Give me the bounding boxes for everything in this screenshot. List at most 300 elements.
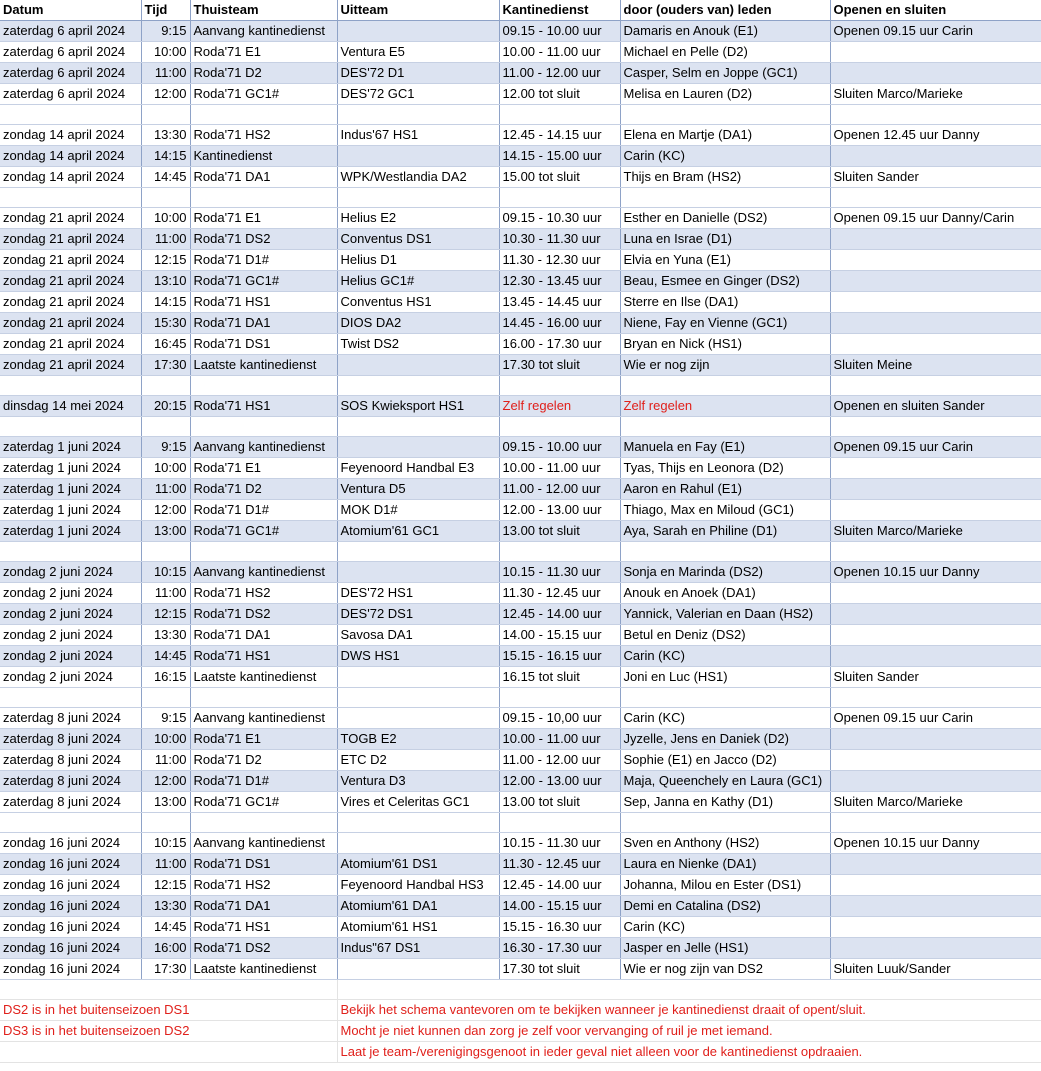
time-cell[interactable]: 12:00: [141, 84, 190, 105]
time-cell[interactable]: 10:00: [141, 458, 190, 479]
date-cell[interactable]: dinsdag 14 mei 2024: [0, 396, 141, 417]
empty-cell[interactable]: [337, 188, 499, 208]
home-team-cell[interactable]: Laatste kantinedienst: [190, 355, 337, 376]
empty-cell[interactable]: [620, 542, 830, 562]
open-close-cell[interactable]: [830, 750, 1041, 771]
open-close-cell[interactable]: [830, 917, 1041, 938]
away-team-cell[interactable]: DES'72 D1: [337, 63, 499, 84]
col-header-leden[interactable]: door (ouders van) leden: [620, 0, 830, 21]
members-cell[interactable]: Damaris en Anouk (E1): [620, 21, 830, 42]
members-cell[interactable]: Sonja en Marinda (DS2): [620, 562, 830, 583]
empty-cell[interactable]: [620, 688, 830, 708]
open-close-cell[interactable]: [830, 729, 1041, 750]
home-team-cell[interactable]: Roda'71 DS2: [190, 229, 337, 250]
col-header-uitteam[interactable]: Uitteam: [337, 0, 499, 21]
open-close-cell[interactable]: [830, 271, 1041, 292]
home-team-cell[interactable]: Roda'71 DA1: [190, 625, 337, 646]
members-cell[interactable]: Beau, Esmee en Ginger (DS2): [620, 271, 830, 292]
home-team-cell[interactable]: Roda'71 DA1: [190, 167, 337, 188]
canteen-slot-cell[interactable]: 16.15 tot sluit: [499, 667, 620, 688]
members-cell[interactable]: Esther en Danielle (DS2): [620, 208, 830, 229]
date-cell[interactable]: zondag 14 april 2024: [0, 146, 141, 167]
empty-cell[interactable]: [190, 542, 337, 562]
members-cell[interactable]: Melisa en Lauren (D2): [620, 84, 830, 105]
note-right[interactable]: Laat je team-/verenigingsgenoot in ieder geval niet alleen voor de kantinedienst opdraaien.: [337, 1042, 1041, 1063]
time-cell[interactable]: 11:00: [141, 479, 190, 500]
open-close-cell[interactable]: [830, 938, 1041, 959]
time-cell[interactable]: 10:15: [141, 833, 190, 854]
time-cell[interactable]: 11:00: [141, 63, 190, 84]
date-cell[interactable]: zaterdag 8 juni 2024: [0, 729, 141, 750]
time-cell[interactable]: 13:30: [141, 896, 190, 917]
away-team-cell[interactable]: Atomium'61 DA1: [337, 896, 499, 917]
members-cell[interactable]: Sterre en Ilse (DA1): [620, 292, 830, 313]
canteen-slot-cell[interactable]: 09.15 - 10.00 uur: [499, 437, 620, 458]
note-right[interactable]: Bekijk het schema vantevoren om te bekijken wanneer je kantinedienst draait of opent/sluit.: [337, 1000, 1041, 1021]
open-close-cell[interactable]: [830, 250, 1041, 271]
empty-cell[interactable]: [499, 542, 620, 562]
members-cell[interactable]: Luna en Israe (D1): [620, 229, 830, 250]
date-cell[interactable]: zondag 21 april 2024: [0, 250, 141, 271]
home-team-cell[interactable]: Roda'71 DS2: [190, 938, 337, 959]
empty-cell[interactable]: [0, 542, 141, 562]
open-close-cell[interactable]: Sluiten Luuk/Sander: [830, 959, 1041, 980]
canteen-slot-cell[interactable]: 13.00 tot sluit: [499, 521, 620, 542]
col-header-datum[interactable]: Datum: [0, 0, 141, 21]
date-cell[interactable]: zondag 2 juni 2024: [0, 667, 141, 688]
empty-cell[interactable]: [620, 376, 830, 396]
open-close-cell[interactable]: [830, 334, 1041, 355]
members-cell[interactable]: Jasper en Jelle (HS1): [620, 938, 830, 959]
members-cell[interactable]: Wie er nog zijn van DS2: [620, 959, 830, 980]
away-team-cell[interactable]: Helius GC1#: [337, 271, 499, 292]
canteen-slot-cell[interactable]: 11.00 - 12.00 uur: [499, 479, 620, 500]
home-team-cell[interactable]: Roda'71 GC1#: [190, 271, 337, 292]
date-cell[interactable]: zondag 2 juni 2024: [0, 604, 141, 625]
time-cell[interactable]: 17:30: [141, 959, 190, 980]
home-team-cell[interactable]: Roda'71 HS1: [190, 396, 337, 417]
empty-cell[interactable]: [190, 188, 337, 208]
home-team-cell[interactable]: Kantinedienst: [190, 146, 337, 167]
canteen-slot-cell[interactable]: 14.00 - 15.15 uur: [499, 896, 620, 917]
time-cell[interactable]: 14:15: [141, 146, 190, 167]
open-close-cell[interactable]: [830, 146, 1041, 167]
empty-cell[interactable]: [0, 688, 141, 708]
empty-cell[interactable]: [190, 813, 337, 833]
away-team-cell[interactable]: Conventus DS1: [337, 229, 499, 250]
open-close-cell[interactable]: Openen 12.45 uur Danny: [830, 125, 1041, 146]
away-team-cell[interactable]: Indus'67 HS1: [337, 125, 499, 146]
open-close-cell[interactable]: [830, 604, 1041, 625]
empty-cell[interactable]: [830, 417, 1041, 437]
open-close-cell[interactable]: [830, 896, 1041, 917]
empty-cell[interactable]: [141, 105, 190, 125]
date-cell[interactable]: zaterdag 6 april 2024: [0, 63, 141, 84]
open-close-cell[interactable]: [830, 458, 1041, 479]
empty-cell[interactable]: [141, 417, 190, 437]
members-cell[interactable]: Manuela en Fay (E1): [620, 437, 830, 458]
open-close-cell[interactable]: [830, 771, 1041, 792]
empty-cell[interactable]: [620, 417, 830, 437]
note-left[interactable]: DS2 is in het buitenseizoen DS1: [0, 1000, 337, 1021]
members-cell[interactable]: Sep, Janna en Kathy (D1): [620, 792, 830, 813]
open-close-cell[interactable]: [830, 875, 1041, 896]
members-cell[interactable]: Maja, Queenchely en Laura (GC1): [620, 771, 830, 792]
members-cell[interactable]: Niene, Fay en Vienne (GC1): [620, 313, 830, 334]
open-close-cell[interactable]: Openen 09.15 uur Danny/Carin: [830, 208, 1041, 229]
canteen-slot-cell[interactable]: 12.45 - 14.00 uur: [499, 875, 620, 896]
away-team-cell[interactable]: Atomium'61 GC1: [337, 521, 499, 542]
away-team-cell[interactable]: Conventus HS1: [337, 292, 499, 313]
away-team-cell[interactable]: TOGB E2: [337, 729, 499, 750]
canteen-slot-cell[interactable]: 10.00 - 11.00 uur: [499, 42, 620, 63]
time-cell[interactable]: 14:45: [141, 167, 190, 188]
time-cell[interactable]: 10:00: [141, 208, 190, 229]
canteen-slot-cell[interactable]: 11.00 - 12.00 uur: [499, 750, 620, 771]
home-team-cell[interactable]: Roda'71 D1#: [190, 500, 337, 521]
open-close-cell[interactable]: Sluiten Marco/Marieke: [830, 792, 1041, 813]
empty-cell[interactable]: [499, 376, 620, 396]
open-close-cell[interactable]: Openen 09.15 uur Carin: [830, 708, 1041, 729]
date-cell[interactable]: zondag 21 april 2024: [0, 229, 141, 250]
away-team-cell[interactable]: ETC D2: [337, 750, 499, 771]
canteen-slot-cell[interactable]: 10.00 - 11.00 uur: [499, 729, 620, 750]
members-cell[interactable]: Tyas, Thijs en Leonora (D2): [620, 458, 830, 479]
date-cell[interactable]: zaterdag 1 juni 2024: [0, 500, 141, 521]
empty-cell[interactable]: [0, 417, 141, 437]
away-team-cell[interactable]: Feyenoord Handbal E3: [337, 458, 499, 479]
away-team-cell[interactable]: DES'72 DS1: [337, 604, 499, 625]
empty-cell[interactable]: [830, 105, 1041, 125]
canteen-slot-cell[interactable]: 12.00 tot sluit: [499, 84, 620, 105]
date-cell[interactable]: zondag 21 april 2024: [0, 355, 141, 376]
time-cell[interactable]: 11:00: [141, 229, 190, 250]
open-close-cell[interactable]: [830, 583, 1041, 604]
canteen-slot-cell[interactable]: 09.15 - 10.00 uur: [499, 21, 620, 42]
open-close-cell[interactable]: [830, 42, 1041, 63]
away-team-cell[interactable]: WPK/Westlandia DA2: [337, 167, 499, 188]
time-cell[interactable]: 10:00: [141, 42, 190, 63]
members-cell[interactable]: Sven en Anthony (HS2): [620, 833, 830, 854]
time-cell[interactable]: 13:30: [141, 125, 190, 146]
empty-cell[interactable]: [499, 688, 620, 708]
home-team-cell[interactable]: Roda'71 DS2: [190, 604, 337, 625]
away-team-cell[interactable]: DIOS DA2: [337, 313, 499, 334]
date-cell[interactable]: zondag 16 juni 2024: [0, 854, 141, 875]
time-cell[interactable]: 14:45: [141, 646, 190, 667]
empty-cell[interactable]: [337, 688, 499, 708]
members-cell[interactable]: Sophie (E1) en Jacco (D2): [620, 750, 830, 771]
empty-cell[interactable]: [499, 188, 620, 208]
canteen-slot-cell[interactable]: 09.15 - 10.30 uur: [499, 208, 620, 229]
empty-cell[interactable]: [337, 542, 499, 562]
date-cell[interactable]: zondag 16 juni 2024: [0, 875, 141, 896]
away-team-cell[interactable]: Atomium'61 HS1: [337, 917, 499, 938]
time-cell[interactable]: 20:15: [141, 396, 190, 417]
canteen-slot-cell[interactable]: 13.00 tot sluit: [499, 792, 620, 813]
away-team-cell[interactable]: Savosa DA1: [337, 625, 499, 646]
empty-cell[interactable]: [141, 188, 190, 208]
empty-cell[interactable]: [499, 813, 620, 833]
home-team-cell[interactable]: Roda'71 GC1#: [190, 521, 337, 542]
date-cell[interactable]: zaterdag 1 juni 2024: [0, 437, 141, 458]
time-cell[interactable]: 12:00: [141, 771, 190, 792]
members-cell[interactable]: Carin (KC): [620, 646, 830, 667]
date-cell[interactable]: zaterdag 8 juni 2024: [0, 708, 141, 729]
empty-cell[interactable]: [190, 376, 337, 396]
col-header-openen-sluiten[interactable]: Openen en sluiten: [830, 0, 1041, 21]
canteen-slot-cell[interactable]: 12.00 - 13.00 uur: [499, 771, 620, 792]
date-cell[interactable]: zaterdag 6 april 2024: [0, 21, 141, 42]
canteen-slot-cell[interactable]: 12.45 - 14.15 uur: [499, 125, 620, 146]
time-cell[interactable]: 16:00: [141, 938, 190, 959]
note-right[interactable]: [337, 980, 1041, 1000]
home-team-cell[interactable]: Roda'71 DA1: [190, 313, 337, 334]
canteen-slot-cell[interactable]: 11.30 - 12.30 uur: [499, 250, 620, 271]
canteen-slot-cell[interactable]: 10.15 - 11.30 uur: [499, 833, 620, 854]
members-cell[interactable]: Zelf regelen: [620, 396, 830, 417]
open-close-cell[interactable]: [830, 63, 1041, 84]
empty-cell[interactable]: [499, 417, 620, 437]
date-cell[interactable]: zondag 21 april 2024: [0, 292, 141, 313]
date-cell[interactable]: zondag 21 april 2024: [0, 334, 141, 355]
members-cell[interactable]: Aaron en Rahul (E1): [620, 479, 830, 500]
home-team-cell[interactable]: Roda'71 HS2: [190, 125, 337, 146]
away-team-cell[interactable]: [337, 833, 499, 854]
home-team-cell[interactable]: Roda'71 GC1#: [190, 792, 337, 813]
members-cell[interactable]: Thijs en Bram (HS2): [620, 167, 830, 188]
empty-cell[interactable]: [141, 376, 190, 396]
home-team-cell[interactable]: Roda'71 E1: [190, 729, 337, 750]
members-cell[interactable]: Laura en Nienke (DA1): [620, 854, 830, 875]
members-cell[interactable]: Wie er nog zijn: [620, 355, 830, 376]
date-cell[interactable]: zaterdag 1 juni 2024: [0, 479, 141, 500]
home-team-cell[interactable]: Aanvang kantinedienst: [190, 562, 337, 583]
note-right[interactable]: Mocht je niet kunnen dan zorg je zelf voor vervanging of ruil je met iemand.: [337, 1021, 1041, 1042]
open-close-cell[interactable]: Openen en sluiten Sander: [830, 396, 1041, 417]
empty-cell[interactable]: [830, 542, 1041, 562]
home-team-cell[interactable]: Roda'71 GC1#: [190, 84, 337, 105]
away-team-cell[interactable]: [337, 708, 499, 729]
open-close-cell[interactable]: Openen 09.15 uur Carin: [830, 21, 1041, 42]
time-cell[interactable]: 11:00: [141, 854, 190, 875]
away-team-cell[interactable]: [337, 21, 499, 42]
empty-cell[interactable]: [337, 813, 499, 833]
time-cell[interactable]: 12:00: [141, 500, 190, 521]
home-team-cell[interactable]: Laatste kantinedienst: [190, 959, 337, 980]
open-close-cell[interactable]: [830, 500, 1041, 521]
empty-cell[interactable]: [830, 188, 1041, 208]
members-cell[interactable]: Jyzelle, Jens en Daniek (D2): [620, 729, 830, 750]
canteen-slot-cell[interactable]: 09.15 - 10,00 uur: [499, 708, 620, 729]
date-cell[interactable]: zaterdag 1 juni 2024: [0, 458, 141, 479]
open-close-cell[interactable]: [830, 229, 1041, 250]
members-cell[interactable]: Elena en Martje (DA1): [620, 125, 830, 146]
open-close-cell[interactable]: Sluiten Meine: [830, 355, 1041, 376]
empty-cell[interactable]: [337, 417, 499, 437]
canteen-slot-cell[interactable]: 15.15 - 16.30 uur: [499, 917, 620, 938]
time-cell[interactable]: 13:30: [141, 625, 190, 646]
members-cell[interactable]: Casper, Selm en Joppe (GC1): [620, 63, 830, 84]
time-cell[interactable]: 13:00: [141, 521, 190, 542]
empty-cell[interactable]: [141, 688, 190, 708]
canteen-slot-cell[interactable]: 17.30 tot sluit: [499, 355, 620, 376]
time-cell[interactable]: 13:10: [141, 271, 190, 292]
empty-cell[interactable]: [499, 105, 620, 125]
time-cell[interactable]: 9:15: [141, 708, 190, 729]
time-cell[interactable]: 12:15: [141, 604, 190, 625]
away-team-cell[interactable]: [337, 959, 499, 980]
canteen-slot-cell[interactable]: 14.00 - 15.15 uur: [499, 625, 620, 646]
open-close-cell[interactable]: [830, 625, 1041, 646]
canteen-slot-cell[interactable]: 15.15 - 16.15 uur: [499, 646, 620, 667]
canteen-slot-cell[interactable]: 12.00 - 13.00 uur: [499, 500, 620, 521]
home-team-cell[interactable]: Roda'71 HS1: [190, 292, 337, 313]
empty-cell[interactable]: [190, 417, 337, 437]
open-close-cell[interactable]: Openen 10.15 uur Danny: [830, 562, 1041, 583]
date-cell[interactable]: zaterdag 6 april 2024: [0, 84, 141, 105]
members-cell[interactable]: Carin (KC): [620, 917, 830, 938]
away-team-cell[interactable]: [337, 437, 499, 458]
canteen-slot-cell[interactable]: 12.45 - 14.00 uur: [499, 604, 620, 625]
away-team-cell[interactable]: Indus"67 DS1: [337, 938, 499, 959]
date-cell[interactable]: zondag 2 juni 2024: [0, 646, 141, 667]
home-team-cell[interactable]: Roda'71 DS1: [190, 334, 337, 355]
away-team-cell[interactable]: [337, 562, 499, 583]
canteen-slot-cell[interactable]: 11.30 - 12.45 uur: [499, 583, 620, 604]
away-team-cell[interactable]: Atomium'61 DS1: [337, 854, 499, 875]
away-team-cell[interactable]: Vires et Celeritas GC1: [337, 792, 499, 813]
away-team-cell[interactable]: Ventura D3: [337, 771, 499, 792]
away-team-cell[interactable]: DES'72 GC1: [337, 84, 499, 105]
date-cell[interactable]: zondag 16 juni 2024: [0, 833, 141, 854]
canteen-slot-cell[interactable]: 11.00 - 12.00 uur: [499, 63, 620, 84]
time-cell[interactable]: 11:00: [141, 583, 190, 604]
time-cell[interactable]: 16:15: [141, 667, 190, 688]
empty-cell[interactable]: [141, 542, 190, 562]
date-cell[interactable]: zondag 2 juni 2024: [0, 625, 141, 646]
col-header-thuisteam[interactable]: Thuisteam: [190, 0, 337, 21]
open-close-cell[interactable]: Sluiten Sander: [830, 167, 1041, 188]
away-team-cell[interactable]: Feyenoord Handbal HS3: [337, 875, 499, 896]
empty-cell[interactable]: [620, 813, 830, 833]
time-cell[interactable]: 11:00: [141, 750, 190, 771]
members-cell[interactable]: Thiago, Max en Miloud (GC1): [620, 500, 830, 521]
canteen-slot-cell[interactable]: Zelf regelen: [499, 396, 620, 417]
canteen-slot-cell[interactable]: 13.45 - 14.45 uur: [499, 292, 620, 313]
home-team-cell[interactable]: Aanvang kantinedienst: [190, 21, 337, 42]
members-cell[interactable]: Betul en Deniz (DS2): [620, 625, 830, 646]
date-cell[interactable]: zaterdag 6 april 2024: [0, 42, 141, 63]
date-cell[interactable]: zaterdag 8 juni 2024: [0, 771, 141, 792]
home-team-cell[interactable]: Laatste kantinedienst: [190, 667, 337, 688]
away-team-cell[interactable]: [337, 146, 499, 167]
date-cell[interactable]: zondag 16 juni 2024: [0, 959, 141, 980]
time-cell[interactable]: 13:00: [141, 792, 190, 813]
empty-cell[interactable]: [337, 105, 499, 125]
note-left[interactable]: DS3 is in het buitenseizoen DS2: [0, 1021, 337, 1042]
away-team-cell[interactable]: [337, 355, 499, 376]
away-team-cell[interactable]: DES'72 HS1: [337, 583, 499, 604]
home-team-cell[interactable]: Roda'71 HS2: [190, 875, 337, 896]
away-team-cell[interactable]: Ventura E5: [337, 42, 499, 63]
members-cell[interactable]: Carin (KC): [620, 146, 830, 167]
note-left[interactable]: [0, 980, 337, 1000]
home-team-cell[interactable]: Aanvang kantinedienst: [190, 437, 337, 458]
away-team-cell[interactable]: Ventura D5: [337, 479, 499, 500]
canteen-slot-cell[interactable]: 16.30 - 17.30 uur: [499, 938, 620, 959]
open-close-cell[interactable]: Openen 10.15 uur Danny: [830, 833, 1041, 854]
open-close-cell[interactable]: [830, 292, 1041, 313]
empty-cell[interactable]: [0, 188, 141, 208]
time-cell[interactable]: 15:30: [141, 313, 190, 334]
canteen-slot-cell[interactable]: 15.00 tot sluit: [499, 167, 620, 188]
date-cell[interactable]: zondag 2 juni 2024: [0, 583, 141, 604]
empty-cell[interactable]: [337, 376, 499, 396]
date-cell[interactable]: zondag 2 juni 2024: [0, 562, 141, 583]
away-team-cell[interactable]: [337, 667, 499, 688]
date-cell[interactable]: zondag 16 juni 2024: [0, 917, 141, 938]
empty-cell[interactable]: [830, 688, 1041, 708]
home-team-cell[interactable]: Roda'71 HS2: [190, 583, 337, 604]
home-team-cell[interactable]: Roda'71 D2: [190, 63, 337, 84]
empty-cell[interactable]: [0, 105, 141, 125]
canteen-slot-cell[interactable]: 12.30 - 13.45 uur: [499, 271, 620, 292]
open-close-cell[interactable]: [830, 646, 1041, 667]
time-cell[interactable]: 10:15: [141, 562, 190, 583]
time-cell[interactable]: 10:00: [141, 729, 190, 750]
canteen-slot-cell[interactable]: 16.00 - 17.30 uur: [499, 334, 620, 355]
members-cell[interactable]: Carin (KC): [620, 708, 830, 729]
home-team-cell[interactable]: Aanvang kantinedienst: [190, 708, 337, 729]
members-cell[interactable]: Joni en Luc (HS1): [620, 667, 830, 688]
members-cell[interactable]: Bryan en Nick (HS1): [620, 334, 830, 355]
canteen-slot-cell[interactable]: 17.30 tot sluit: [499, 959, 620, 980]
time-cell[interactable]: 16:45: [141, 334, 190, 355]
members-cell[interactable]: Johanna, Milou en Ester (DS1): [620, 875, 830, 896]
open-close-cell[interactable]: Openen 09.15 uur Carin: [830, 437, 1041, 458]
open-close-cell[interactable]: [830, 313, 1041, 334]
time-cell[interactable]: 12:15: [141, 875, 190, 896]
open-close-cell[interactable]: Sluiten Marco/Marieke: [830, 521, 1041, 542]
time-cell[interactable]: 17:30: [141, 355, 190, 376]
canteen-slot-cell[interactable]: 14.15 - 15.00 uur: [499, 146, 620, 167]
away-team-cell[interactable]: MOK D1#: [337, 500, 499, 521]
col-header-tijd[interactable]: Tijd: [141, 0, 190, 21]
date-cell[interactable]: zondag 16 juni 2024: [0, 896, 141, 917]
date-cell[interactable]: zondag 14 april 2024: [0, 167, 141, 188]
empty-cell[interactable]: [830, 813, 1041, 833]
members-cell[interactable]: Anouk en Anoek (DA1): [620, 583, 830, 604]
date-cell[interactable]: zondag 21 april 2024: [0, 313, 141, 334]
away-team-cell[interactable]: DWS HS1: [337, 646, 499, 667]
date-cell[interactable]: zondag 16 juni 2024: [0, 938, 141, 959]
members-cell[interactable]: Elvia en Yuna (E1): [620, 250, 830, 271]
canteen-slot-cell[interactable]: 10.15 - 11.30 uur: [499, 562, 620, 583]
open-close-cell[interactable]: Sluiten Sander: [830, 667, 1041, 688]
empty-cell[interactable]: [620, 188, 830, 208]
empty-cell[interactable]: [0, 376, 141, 396]
home-team-cell[interactable]: Aanvang kantinedienst: [190, 833, 337, 854]
note-left[interactable]: [0, 1042, 337, 1063]
open-close-cell[interactable]: [830, 479, 1041, 500]
home-team-cell[interactable]: Roda'71 D2: [190, 479, 337, 500]
home-team-cell[interactable]: Roda'71 E1: [190, 208, 337, 229]
home-team-cell[interactable]: Roda'71 D1#: [190, 771, 337, 792]
time-cell[interactable]: 14:45: [141, 917, 190, 938]
empty-cell[interactable]: [0, 813, 141, 833]
canteen-slot-cell[interactable]: 10.30 - 11.30 uur: [499, 229, 620, 250]
